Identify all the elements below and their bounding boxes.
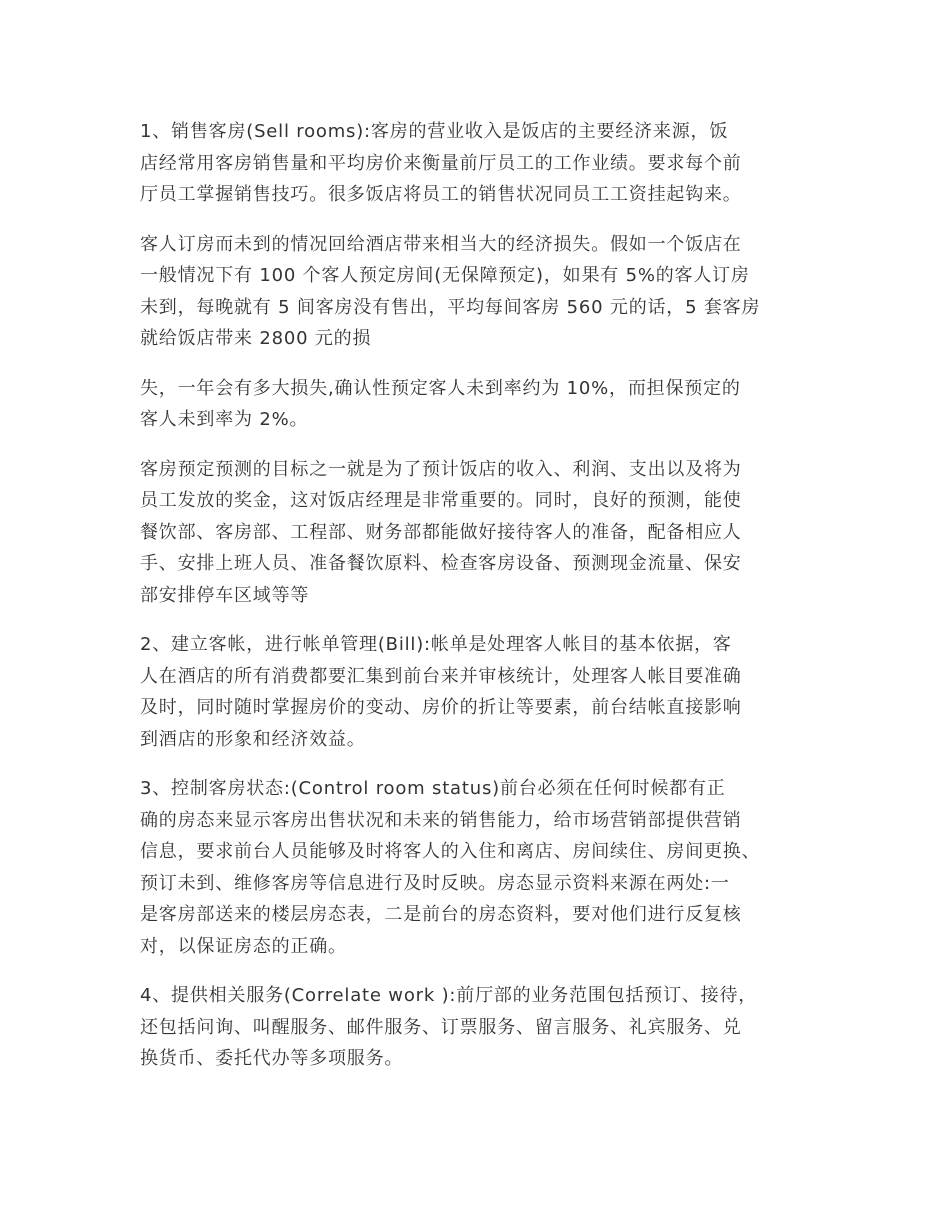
text-line: 客房预定预测的目标之一就是为了预计饭店的收入、利润、支出以及将为 (140, 458, 742, 480)
text-line: 餐饮部、客房部、工程部、财务部都能做好接待客人的准备，配备相应人 (140, 521, 742, 543)
text-line: 员工发放的奖金，这对饭店经理是非常重要的。同时，良好的预测，能使 (140, 490, 742, 511)
paragraph-forecast (140, 454, 828, 612)
text-line: 信息，要求前台人员能够及时将客人的入住和离店、房间续住、房间更换、 (140, 841, 761, 862)
text-line: 到酒店的形象和经济效益。 (140, 728, 366, 750)
text-line: 1、销售客房(Sell rooms):客房的营业收入是饭店的主要经济来源，饭 (140, 121, 729, 142)
text-line: 3、控制客房状态:(Control room status)前台必须在任何时候都有正 (140, 778, 726, 799)
document-body (140, 116, 828, 1093)
text-line: 是客房部送来的楼层房态表，二是前台的房态资料，要对他们进行反复核 (140, 904, 742, 925)
text-line: 客人未到率为 2%。 (140, 409, 309, 430)
text-line: 换货币、委托代办等多项服务。 (140, 1048, 404, 1069)
paragraph-no-show-loss (140, 229, 828, 355)
text-line: 部安排停车区域等等 (140, 584, 310, 606)
text-line: 确的房态来显示客房出售状况和未来的销售能力，给市场营销部提供营销 (140, 809, 742, 831)
text-line: 预订未到、维修客房等信息进行及时反映。房态显示资料来源在两处:一 (140, 872, 730, 894)
paragraph-no-show-rate (140, 373, 828, 436)
paragraph-sell-rooms (140, 116, 828, 211)
text-line: 一般情况下有 100 个客人预定房间(无保障预定)，如果有 5%的客人订房 (140, 265, 750, 286)
text-line: 失，一年会有多大损失,确认性预定客人未到率约为 10%，而担保预定的 (140, 377, 741, 399)
text-line: 店经常用客房销售量和平均房价来衡量前厅员工的工作业绩。要求每个前 (140, 152, 742, 174)
text-line: 4、提供相关服务(Correlate work ):前厅部的业务范围包括预订、接待， (140, 985, 758, 1006)
text-line: 及时，同时随时掌握房价的变动、房价的折让等要素，前台结帐直接影响 (140, 697, 742, 718)
paragraph-bill (140, 629, 828, 755)
text-line: 厅员工掌握销售技巧。很多饭店将员工的销售状况同员工工资挂起钩来。 (140, 184, 742, 205)
text-line: 手、安排上班人员、准备餐饮原料、检查客房设备、预测现金流量、保安 (140, 553, 742, 574)
text-line: 就给饭店带来 2800 元的损 (140, 328, 372, 349)
paragraph-related-services (140, 980, 828, 1075)
text-line: 人在酒店的所有消费都要汇集到前台来并审核统计，处理客人帐目要准确 (140, 665, 742, 687)
paragraph-room-status (140, 773, 828, 962)
text-line: 未到，每晚就有 5 间客房没有售出，平均每间客房 560 元的话，5 套客房 (140, 296, 761, 318)
text-line: 对，以保证房态的正确。 (140, 935, 347, 957)
text-line: 客人订房而未到的情况回给酒店带来相当大的经济损失。假如一个饭店在 (140, 233, 742, 255)
text-line: 2、建立客帐，进行帐单管理(Bill):帐单是处理客人帐目的基本依据，客 (140, 634, 732, 655)
text-line: 还包括问询、叫醒服务、邮件服务、订票服务、留言服务、礼宾服务、兑 (140, 1016, 742, 1038)
